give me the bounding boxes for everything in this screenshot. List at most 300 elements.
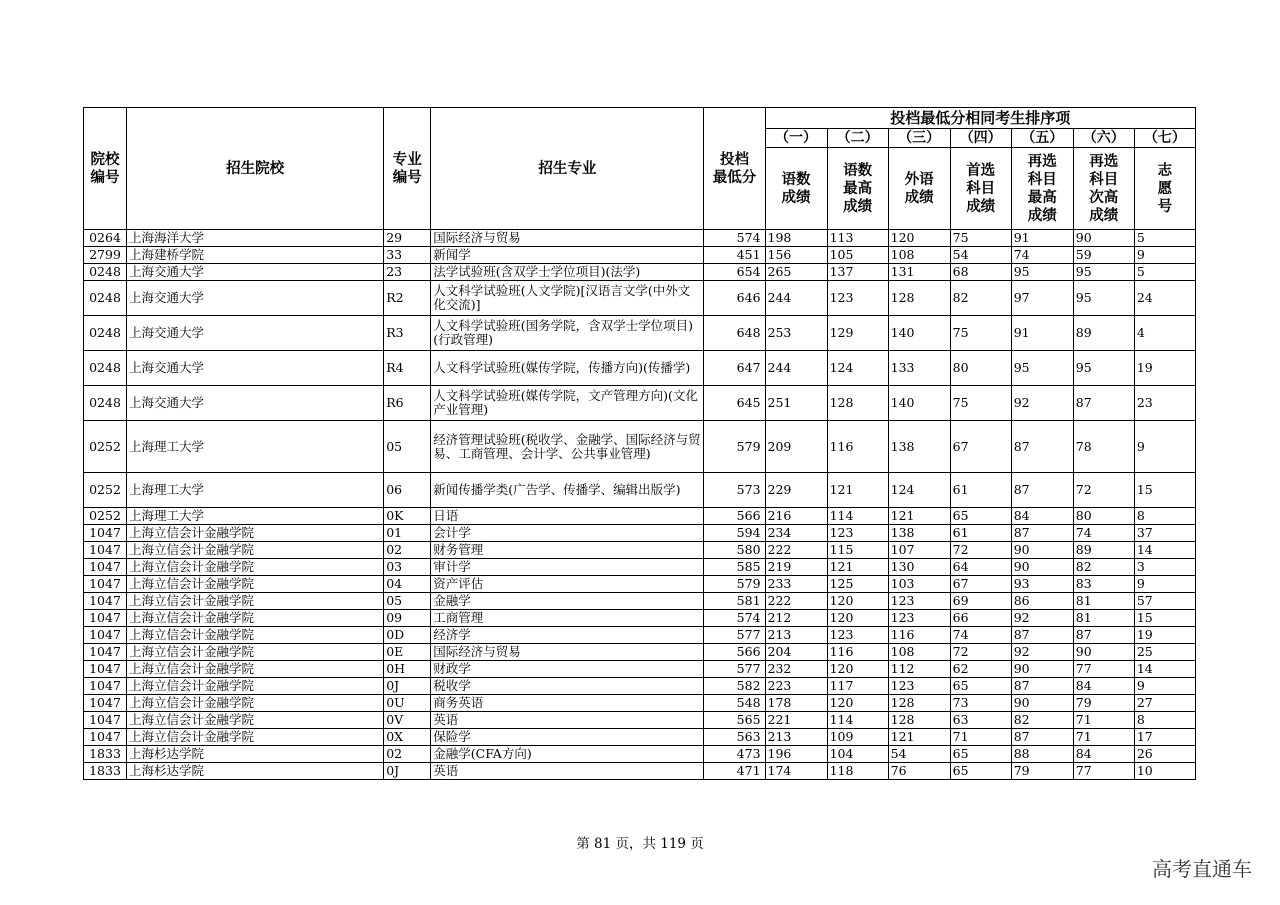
cell-min-score: 648 (704, 316, 765, 351)
cell-sort-value: 74 (1073, 525, 1134, 542)
table-row (84, 746, 1196, 763)
cell-sort-value: 77 (1073, 763, 1134, 780)
cell-sort-value: 113 (827, 230, 888, 247)
cell-sort-value: 9 (1134, 247, 1195, 264)
watermark: 高考直通车 (1152, 857, 1252, 881)
cell-sort-value: 80 (950, 351, 1011, 386)
cell-sort-value: 222 (765, 542, 827, 559)
cell-sort-value: 74 (950, 627, 1011, 644)
cell-sort-value: 118 (827, 763, 888, 780)
cell-school-code: 1047 (84, 678, 127, 695)
cell-school-code: 1047 (84, 576, 127, 593)
cell-min-score: 645 (704, 386, 765, 421)
table-row (84, 661, 1196, 678)
cell-school: 上海立信会计金融学院 (127, 678, 384, 695)
cell-min-score: 585 (704, 559, 765, 576)
cell-sort-value: 87 (1011, 678, 1073, 695)
cell-school: 上海杉达学院 (127, 763, 384, 780)
cell-sort-value: 67 (950, 421, 1011, 473)
cell-sort-value: 93 (1011, 576, 1073, 593)
cell-sort-value: 37 (1134, 525, 1195, 542)
table-row (84, 281, 1196, 316)
cell-major-code: 01 (384, 525, 431, 542)
cell-school: 上海立信会计金融学院 (127, 712, 384, 729)
cell-school-code: 1047 (84, 610, 127, 627)
cell-sort-value: 90 (1073, 230, 1134, 247)
table-row (84, 712, 1196, 729)
cell-school: 上海理工大学 (127, 421, 384, 473)
cell-sort-value: 251 (765, 386, 827, 421)
cell-sort-value: 125 (827, 576, 888, 593)
cell-school-code: 2799 (84, 247, 127, 264)
cell-sort-value: 9 (1134, 421, 1195, 473)
cell-sort-value: 77 (1073, 661, 1134, 678)
cell-major-code: 0J (384, 763, 431, 780)
cell-school: 上海立信会计金融学院 (127, 542, 384, 559)
cell-sort-value: 87 (1011, 473, 1073, 508)
cell-school: 上海杉达学院 (127, 746, 384, 763)
cell-major-code: 29 (384, 230, 431, 247)
cell-sort-value: 120 (827, 695, 888, 712)
cell-sort-value: 229 (765, 473, 827, 508)
cell-major-code: 0X (384, 729, 431, 746)
cell-major-code: R3 (384, 316, 431, 351)
table-row (84, 351, 1196, 386)
cell-sort-value: 90 (1011, 559, 1073, 576)
header-sub-num: （六） (1073, 129, 1134, 148)
cell-sort-value: 87 (1011, 421, 1073, 473)
cell-min-score: 451 (704, 247, 765, 264)
header-sub-num: （二） (827, 129, 888, 148)
table-row (84, 729, 1196, 746)
cell-sort-value: 265 (765, 264, 827, 281)
table-row (84, 559, 1196, 576)
cell-sort-value: 8 (1134, 508, 1195, 525)
cell-sort-value: 79 (1073, 695, 1134, 712)
cell-min-score: 548 (704, 695, 765, 712)
cell-sort-value: 82 (950, 281, 1011, 316)
cell-min-score: 574 (704, 610, 765, 627)
cell-sort-value: 64 (950, 559, 1011, 576)
cell-sort-value: 68 (950, 264, 1011, 281)
cell-sort-value: 14 (1134, 542, 1195, 559)
table-row (84, 473, 1196, 508)
cell-sort-value: 107 (888, 542, 950, 559)
cell-sort-value: 92 (1011, 644, 1073, 661)
cell-sort-value: 219 (765, 559, 827, 576)
cell-sort-value: 65 (950, 508, 1011, 525)
cell-sort-value: 123 (827, 281, 888, 316)
cell-sort-value: 19 (1134, 351, 1195, 386)
header-sub-num: （三） (888, 129, 950, 148)
table-row (84, 763, 1196, 780)
cell-sort-value: 124 (888, 473, 950, 508)
cell-sort-value: 87 (1073, 627, 1134, 644)
cell-sort-value: 90 (1011, 542, 1073, 559)
cell-sort-value: 87 (1011, 525, 1073, 542)
header-sub-label: 语数 成绩 (765, 148, 827, 230)
cell-sort-value: 86 (1011, 593, 1073, 610)
cell-major: 保险学 (431, 729, 704, 746)
cell-sort-value: 74 (1011, 247, 1073, 264)
cell-sort-value: 79 (1011, 763, 1073, 780)
cell-school-code: 1833 (84, 763, 127, 780)
cell-sort-value: 71 (1073, 729, 1134, 746)
cell-school-code: 0252 (84, 473, 127, 508)
cell-sort-value: 61 (950, 473, 1011, 508)
cell-sort-value: 253 (765, 316, 827, 351)
cell-school-code: 1047 (84, 712, 127, 729)
cell-school: 上海理工大学 (127, 473, 384, 508)
cell-major-code: 0H (384, 661, 431, 678)
table-row (84, 525, 1196, 542)
cell-major-code: 0D (384, 627, 431, 644)
cell-sort-value: 15 (1134, 610, 1195, 627)
cell-sort-value: 87 (1011, 729, 1073, 746)
cell-min-score: 566 (704, 508, 765, 525)
cell-sort-value: 103 (888, 576, 950, 593)
cell-sort-value: 62 (950, 661, 1011, 678)
header-sub-label: 志 愿 号 (1134, 148, 1195, 230)
cell-sort-value: 59 (1073, 247, 1134, 264)
cell-sort-value: 138 (888, 525, 950, 542)
cell-school: 上海立信会计金融学院 (127, 525, 384, 542)
cell-sort-value: 4 (1134, 316, 1195, 351)
cell-sort-value: 104 (827, 746, 888, 763)
cell-major-code: 02 (384, 542, 431, 559)
cell-sort-value: 83 (1073, 576, 1134, 593)
cell-sort-value: 72 (1073, 473, 1134, 508)
cell-sort-value: 223 (765, 678, 827, 695)
cell-sort-value: 90 (1073, 644, 1134, 661)
cell-sort-value: 75 (950, 386, 1011, 421)
cell-sort-value: 130 (888, 559, 950, 576)
cell-major-code: 0K (384, 508, 431, 525)
cell-sort-value: 128 (888, 695, 950, 712)
cell-sort-value: 14 (1134, 661, 1195, 678)
cell-sort-value: 213 (765, 627, 827, 644)
cell-sort-value: 140 (888, 316, 950, 351)
cell-major: 人文科学试验班(媒传学院，传播方向)(传播学) (431, 351, 704, 386)
cell-sort-value: 82 (1011, 712, 1073, 729)
cell-sort-value: 95 (1011, 351, 1073, 386)
cell-sort-value: 84 (1073, 678, 1134, 695)
cell-sort-value: 9 (1134, 678, 1195, 695)
cell-sort-value: 84 (1011, 508, 1073, 525)
cell-sort-value: 95 (1073, 281, 1134, 316)
cell-major: 日语 (431, 508, 704, 525)
header-sub-num: （一） (765, 129, 827, 148)
cell-school: 上海交通大学 (127, 351, 384, 386)
cell-sort-value: 84 (1073, 746, 1134, 763)
cell-min-score: 654 (704, 264, 765, 281)
cell-sort-value: 121 (888, 729, 950, 746)
cell-sort-value: 66 (950, 610, 1011, 627)
cell-school-code: 1047 (84, 661, 127, 678)
header-sub-label: 外语 成绩 (888, 148, 950, 230)
cell-sort-value: 120 (827, 610, 888, 627)
cell-major-code: 33 (384, 247, 431, 264)
cell-min-score: 579 (704, 576, 765, 593)
cell-school: 上海交通大学 (127, 386, 384, 421)
cell-school: 上海立信会计金融学院 (127, 661, 384, 678)
table-body (84, 230, 1196, 780)
table-row (84, 644, 1196, 661)
cell-sort-value: 116 (888, 627, 950, 644)
cell-major: 税收学 (431, 678, 704, 695)
cell-sort-value: 71 (950, 729, 1011, 746)
header-min-score: 投档 最低分 (704, 108, 765, 230)
cell-sort-value: 54 (888, 746, 950, 763)
cell-school: 上海立信会计金融学院 (127, 576, 384, 593)
cell-sort-value: 123 (827, 627, 888, 644)
cell-major-code: R4 (384, 351, 431, 386)
cell-sort-value: 78 (1073, 421, 1134, 473)
cell-min-score: 566 (704, 644, 765, 661)
cell-school: 上海立信会计金融学院 (127, 729, 384, 746)
admission-score-table (83, 107, 1196, 780)
cell-school-code: 1047 (84, 695, 127, 712)
cell-sort-value: 27 (1134, 695, 1195, 712)
header-sub-label: 语数 最高 成绩 (827, 148, 888, 230)
cell-min-score: 563 (704, 729, 765, 746)
cell-school-code: 0248 (84, 316, 127, 351)
cell-school: 上海立信会计金融学院 (127, 593, 384, 610)
cell-major: 审计学 (431, 559, 704, 576)
cell-major: 英语 (431, 763, 704, 780)
cell-sort-value: 123 (888, 610, 950, 627)
header-sub-num: （四） (950, 129, 1011, 148)
cell-major-code: R6 (384, 386, 431, 421)
table-header (84, 108, 1196, 230)
cell-sort-value: 121 (888, 508, 950, 525)
cell-school-code: 1047 (84, 593, 127, 610)
cell-school-code: 0248 (84, 351, 127, 386)
table-row (84, 610, 1196, 627)
cell-school: 上海建桥学院 (127, 247, 384, 264)
cell-min-score: 580 (704, 542, 765, 559)
cell-sort-value: 114 (827, 712, 888, 729)
cell-sort-value: 138 (888, 421, 950, 473)
cell-major: 新闻传播学类(广告学、传播学、编辑出版学) (431, 473, 704, 508)
cell-min-score: 646 (704, 281, 765, 316)
cell-major-code: 0J (384, 678, 431, 695)
cell-school: 上海交通大学 (127, 264, 384, 281)
cell-school-code: 1833 (84, 746, 127, 763)
table-row (84, 421, 1196, 473)
cell-sort-value: 233 (765, 576, 827, 593)
cell-sort-value: 19 (1134, 627, 1195, 644)
cell-school: 上海理工大学 (127, 508, 384, 525)
cell-school-code: 1047 (84, 559, 127, 576)
cell-sort-value: 128 (827, 386, 888, 421)
cell-sort-value: 129 (827, 316, 888, 351)
cell-major: 国际经济与贸易 (431, 644, 704, 661)
cell-major: 新闻学 (431, 247, 704, 264)
cell-sort-value: 90 (1011, 661, 1073, 678)
cell-sort-value: 82 (1073, 559, 1134, 576)
cell-sort-value: 123 (888, 593, 950, 610)
cell-sort-value: 128 (888, 281, 950, 316)
cell-sort-value: 178 (765, 695, 827, 712)
cell-sort-value: 95 (1073, 351, 1134, 386)
cell-sort-value: 244 (765, 281, 827, 316)
header-school: 招生院校 (127, 108, 384, 230)
cell-sort-value: 108 (888, 644, 950, 661)
cell-sort-value: 65 (950, 763, 1011, 780)
cell-sort-value: 140 (888, 386, 950, 421)
cell-major: 国际经济与贸易 (431, 230, 704, 247)
header-sub-label: 再选 科目 最高 成绩 (1011, 148, 1073, 230)
table-row (84, 264, 1196, 281)
cell-sort-value: 92 (1011, 610, 1073, 627)
header-sub-label: 再选 科目 次高 成绩 (1073, 148, 1134, 230)
cell-sort-value: 89 (1073, 542, 1134, 559)
cell-school-code: 1047 (84, 542, 127, 559)
cell-sort-value: 5 (1134, 230, 1195, 247)
cell-school-code: 0264 (84, 230, 127, 247)
cell-sort-value: 88 (1011, 746, 1073, 763)
cell-sort-value: 213 (765, 729, 827, 746)
cell-min-score: 582 (704, 678, 765, 695)
cell-sort-value: 212 (765, 610, 827, 627)
cell-major-code: 06 (384, 473, 431, 508)
cell-sort-value: 133 (888, 351, 950, 386)
cell-sort-value: 198 (765, 230, 827, 247)
cell-major-code: 0V (384, 712, 431, 729)
cell-sort-value: 232 (765, 661, 827, 678)
cell-min-score: 577 (704, 627, 765, 644)
cell-sort-value: 137 (827, 264, 888, 281)
table-row (84, 386, 1196, 421)
header-school-code: 院校 编号 (84, 108, 127, 230)
cell-sort-value: 80 (1073, 508, 1134, 525)
cell-sort-value: 87 (1073, 386, 1134, 421)
cell-major-code: 09 (384, 610, 431, 627)
cell-major: 工商管理 (431, 610, 704, 627)
cell-sort-value: 216 (765, 508, 827, 525)
cell-sort-value: 89 (1073, 316, 1134, 351)
cell-sort-value: 17 (1134, 729, 1195, 746)
table-row (84, 542, 1196, 559)
cell-sort-value: 156 (765, 247, 827, 264)
cell-sort-value: 91 (1011, 316, 1073, 351)
cell-sort-value: 5 (1134, 264, 1195, 281)
cell-school-code: 1047 (84, 627, 127, 644)
cell-sort-value: 24 (1134, 281, 1195, 316)
cell-sort-value: 8 (1134, 712, 1195, 729)
table-row (84, 230, 1196, 247)
header-sub-label: 首选 科目 成绩 (950, 148, 1011, 230)
cell-sort-value: 95 (1073, 264, 1134, 281)
cell-sort-value: 95 (1011, 264, 1073, 281)
table-row (84, 593, 1196, 610)
cell-school: 上海交通大学 (127, 281, 384, 316)
cell-school: 上海立信会计金融学院 (127, 610, 384, 627)
cell-min-score: 647 (704, 351, 765, 386)
cell-sort-value: 204 (765, 644, 827, 661)
cell-major: 人文科学试验班(人文学院)[汉语言文学(中外文化交流)] (431, 281, 704, 316)
cell-major-code: 0E (384, 644, 431, 661)
cell-sort-value: 71 (1073, 712, 1134, 729)
cell-sort-value: 123 (827, 525, 888, 542)
cell-major: 人文科学试验班(媒传学院，文产管理方向)(文化产业管理) (431, 386, 704, 421)
cell-sort-value: 174 (765, 763, 827, 780)
cell-major-code: 02 (384, 746, 431, 763)
cell-school-code: 0248 (84, 386, 127, 421)
cell-major-code: 23 (384, 264, 431, 281)
cell-school: 上海立信会计金融学院 (127, 559, 384, 576)
cell-sort-value: 10 (1134, 763, 1195, 780)
cell-sort-value: 108 (888, 247, 950, 264)
cell-sort-value: 26 (1134, 746, 1195, 763)
cell-sort-value: 9 (1134, 576, 1195, 593)
cell-min-score: 594 (704, 525, 765, 542)
cell-sort-value: 209 (765, 421, 827, 473)
cell-major: 资产评估 (431, 576, 704, 593)
cell-min-score: 473 (704, 746, 765, 763)
cell-sort-value: 91 (1011, 230, 1073, 247)
cell-sort-value: 234 (765, 525, 827, 542)
cell-sort-value: 196 (765, 746, 827, 763)
cell-sort-value: 81 (1073, 593, 1134, 610)
cell-sort-value: 105 (827, 247, 888, 264)
table-row (84, 316, 1196, 351)
cell-school: 上海立信会计金融学院 (127, 695, 384, 712)
cell-major: 经济管理试验班(税收学、金融学、国际经济与贸易、工商管理、会计学、公共事业管理) (431, 421, 704, 473)
cell-sort-value: 54 (950, 247, 1011, 264)
cell-sort-value: 112 (888, 661, 950, 678)
cell-school-code: 0252 (84, 421, 127, 473)
cell-sort-value: 65 (950, 678, 1011, 695)
cell-school-code: 0252 (84, 508, 127, 525)
cell-sort-value: 3 (1134, 559, 1195, 576)
cell-school: 上海交通大学 (127, 316, 384, 351)
table-row (84, 508, 1196, 525)
cell-sort-value: 25 (1134, 644, 1195, 661)
cell-major: 人文科学试验班(国务学院，含双学士学位项目)(行政管理) (431, 316, 704, 351)
cell-major: 金融学 (431, 593, 704, 610)
header-sort-group: 投档最低分相同考生排序项 (765, 108, 1195, 129)
header-major-code: 专业 编号 (384, 108, 431, 230)
cell-sort-value: 120 (827, 661, 888, 678)
cell-sort-value: 97 (1011, 281, 1073, 316)
cell-major-code: 04 (384, 576, 431, 593)
cell-major-code: R2 (384, 281, 431, 316)
cell-sort-value: 116 (827, 644, 888, 661)
cell-sort-value: 115 (827, 542, 888, 559)
cell-school-code: 1047 (84, 644, 127, 661)
header-sub-num: （五） (1011, 129, 1073, 148)
cell-min-score: 581 (704, 593, 765, 610)
cell-major: 经济学 (431, 627, 704, 644)
header-major: 招生专业 (431, 108, 704, 230)
cell-sort-value: 128 (888, 712, 950, 729)
cell-sort-value: 61 (950, 525, 1011, 542)
cell-sort-value: 65 (950, 746, 1011, 763)
table-row (84, 576, 1196, 593)
cell-major-code: 05 (384, 593, 431, 610)
cell-major: 英语 (431, 712, 704, 729)
cell-sort-value: 90 (1011, 695, 1073, 712)
cell-sort-value: 131 (888, 264, 950, 281)
cell-sort-value: 244 (765, 351, 827, 386)
cell-sort-value: 73 (950, 695, 1011, 712)
cell-school: 上海立信会计金融学院 (127, 644, 384, 661)
cell-sort-value: 92 (1011, 386, 1073, 421)
cell-min-score: 574 (704, 230, 765, 247)
cell-min-score: 579 (704, 421, 765, 473)
